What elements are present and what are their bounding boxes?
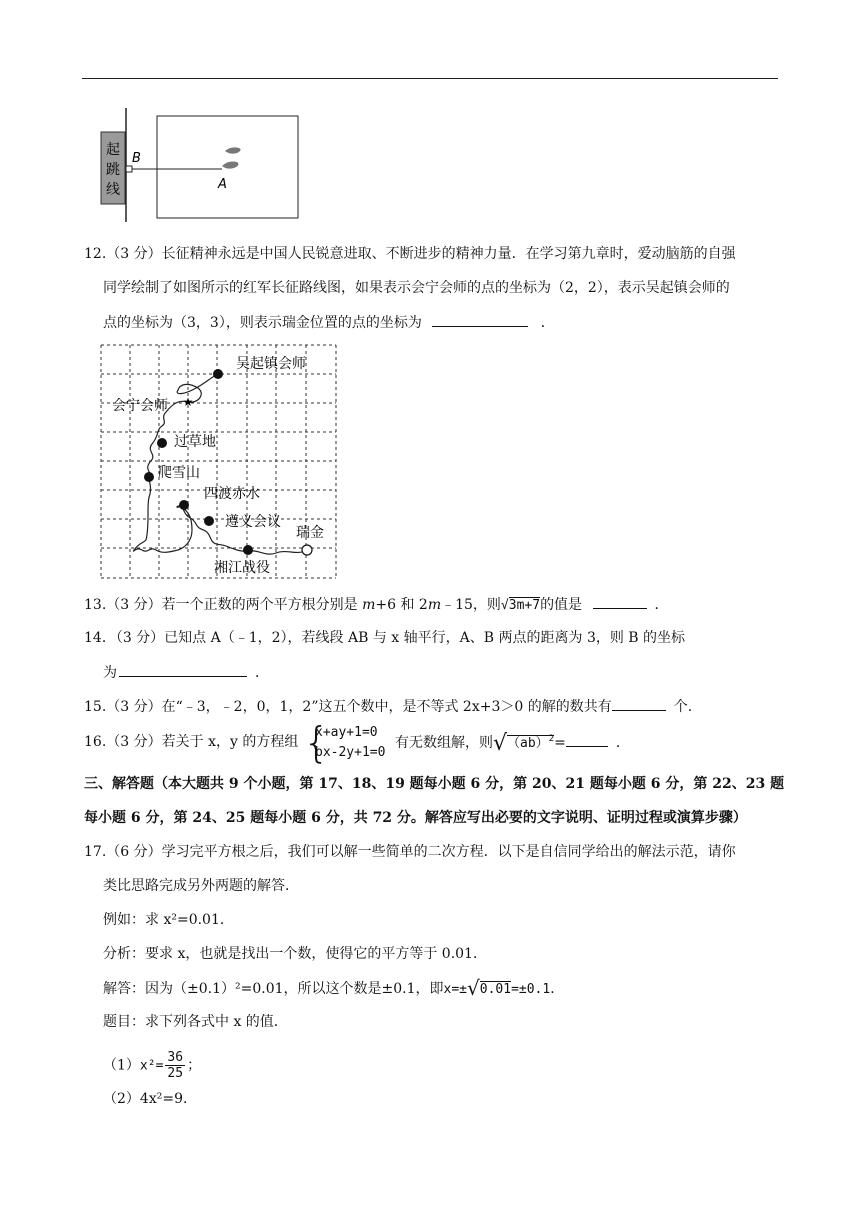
point-xueshan [144,472,154,482]
start-line-char-1: 起 [106,142,120,158]
q13-line [84,594,669,616]
label-wuqi: 吴起镇会师 [236,356,306,372]
q17-answer-post: =±0.1 [511,982,551,997]
q12-line3 [103,312,555,333]
q16-line [84,732,298,752]
q17-part2 [103,1089,197,1109]
q14-line2 [103,662,269,683]
q17-part1 [103,1050,201,1081]
q13-mid1: +6 和 2 [375,597,428,613]
q17-sqrt-sign: √ [467,976,480,1000]
q14-end: ． [255,665,269,681]
q17-answer [103,978,564,1000]
q17-p2-label: （2） [103,1091,140,1107]
point-wuqi [213,369,223,379]
point-xiangjiang [243,545,253,555]
label-huining: 会宁会师 [112,398,168,414]
q15-line [84,696,692,717]
section3-line1: 三、解答题（本大题共 9 个小题，第 17、18、19 题每小题 6 分，第 20、21 题每小题 6 分，第 22、23 题 [84,776,785,792]
q17-analysis: 分析：要求 x，也就是找出一个数，使得它的平方等于 0.01． [103,946,487,962]
q17-p1-den: 25 [167,1066,184,1081]
q13-end: ． [654,597,669,613]
q16-radicand-text: （ab） [507,736,549,751]
q17-p1-lhs: x²= [139,1058,164,1074]
q12-line1: 12.（3 分）长征精神永远是中国人民锐意进取、不断进步的精神力量．在学习第九章时，爱动脑筋的自强 [84,246,736,262]
q16-brace: { [303,718,330,767]
label-a: A [218,177,227,192]
point-chishui [179,500,189,510]
q16-eq1: x+ay+1=0 [315,725,378,740]
label-b: B [132,151,141,166]
q17-answer-formula: x=± [443,982,467,997]
q15-text: 15.（3 分）在“﹣3，﹣2，0，1，2”这五个数中，是不等式 2x+3＞0 的解的数共有 [84,699,612,715]
q16-radicand [507,735,554,751]
q17-line1: 17.（6 分）学习完平方根之后，我们可以解一些简单的二次方程．以下是自信同学给出的解法示范，请你 [84,844,736,860]
q12-answer-blank[interactable] [432,312,528,327]
label-xiangjiang: 湘江战役 [214,560,270,576]
long-march-map [100,344,338,580]
start-line-char-2: 跳 [106,162,120,178]
q16-sq: 2 [548,734,555,744]
q16-answer-blank[interactable] [566,732,608,747]
map-grid [101,345,336,578]
q17-answer-pre: 解答：因为（±0.1）²=0.01，所以这个数是±0.1，即 [103,981,444,997]
q14-prefix: 为 [103,665,117,681]
q17-p1-fraction [165,1050,185,1081]
q17-answer-radicand: 0.01 [479,982,512,997]
q17-answer-end: ． [550,981,565,997]
q13-radicand: 3m+7 [508,598,541,613]
footprint-2 [222,162,238,169]
q16-mid: 有无数组解，则 [395,735,493,751]
q13-answer-blank[interactable] [593,594,647,609]
q16-eq2: bx-2y+1=0 [315,745,386,760]
q17-p1-label: （1） [103,1057,140,1074]
q13-post: 的值是 [540,597,583,613]
q17-task: 题目：求下列各式中 x 的值． [103,1014,288,1030]
point-zunyi [204,516,214,526]
q17-p1-num: 36 [167,1050,184,1065]
label-chishui: 四渡赤水 [204,486,260,502]
label-zunyi: 遵义会议 [225,514,281,530]
q13-m1: m [362,597,376,613]
long-jump-figure [96,106,306,222]
footprint-1 [225,147,241,153]
q16-end: ． [615,735,630,751]
point-ruijin [302,545,312,555]
start-line-char-3: 线 [106,182,120,198]
label-ruijin: 瑞金 [296,525,324,541]
q16-eq: = [554,735,566,751]
q16-pre: 16.（3 分）若关于 x，y 的方程组 [84,734,299,750]
q17-example: 例如：求 x²=0.01． [103,912,234,928]
q15-end: 个. [673,699,693,715]
q12-line2: 同学绘制了如图所示的红军长征路线图，如果表示会宁会师的点的坐标为（2，2），表示吴起镇会师的 [103,280,730,296]
q17-p2-expr: 4x²=9． [139,1091,197,1107]
q12-line3-text: 点的坐标为（3，3），则表示瑞金位置的点的坐标为 [103,315,422,331]
section3-line2: 每小题 6 分，第 24、25 题每小题 6 分，共 72 分。解答应写出必要的文字说明、证明过程或演算步骤） [84,810,747,826]
q12-end: ． [540,315,555,331]
q16-sqrt-sign: √ [493,731,508,756]
header-rule [82,78,778,79]
q14-answer-blank[interactable] [119,662,247,677]
point-caodi [157,438,167,448]
q15-answer-blank[interactable] [612,696,666,711]
q17-line2: 类比思路完成另外两题的解答． [103,878,299,894]
right-angle-mark [126,166,132,172]
point-huining-star: ★ [182,395,194,409]
q17-p1-end: ； [187,1057,202,1074]
q13-m2: m [427,597,442,613]
q13-sqrt: √3m+7 [500,598,541,613]
q16-rest [395,732,630,754]
q14-line1: 14．（3 分）已知点 A（﹣1，2），若线段 AB 与 x 轴平行，A、B 两点的距离为 3，则 B 的坐标 [84,630,686,646]
q13-pre: 13.（3 分）若一个正数的两个平方根分别是 [84,597,363,613]
label-caodi: 过草地 [174,434,216,450]
label-xueshan: 爬雪山 [158,465,200,481]
q13-mid2: ﹣15，则 [441,597,501,613]
